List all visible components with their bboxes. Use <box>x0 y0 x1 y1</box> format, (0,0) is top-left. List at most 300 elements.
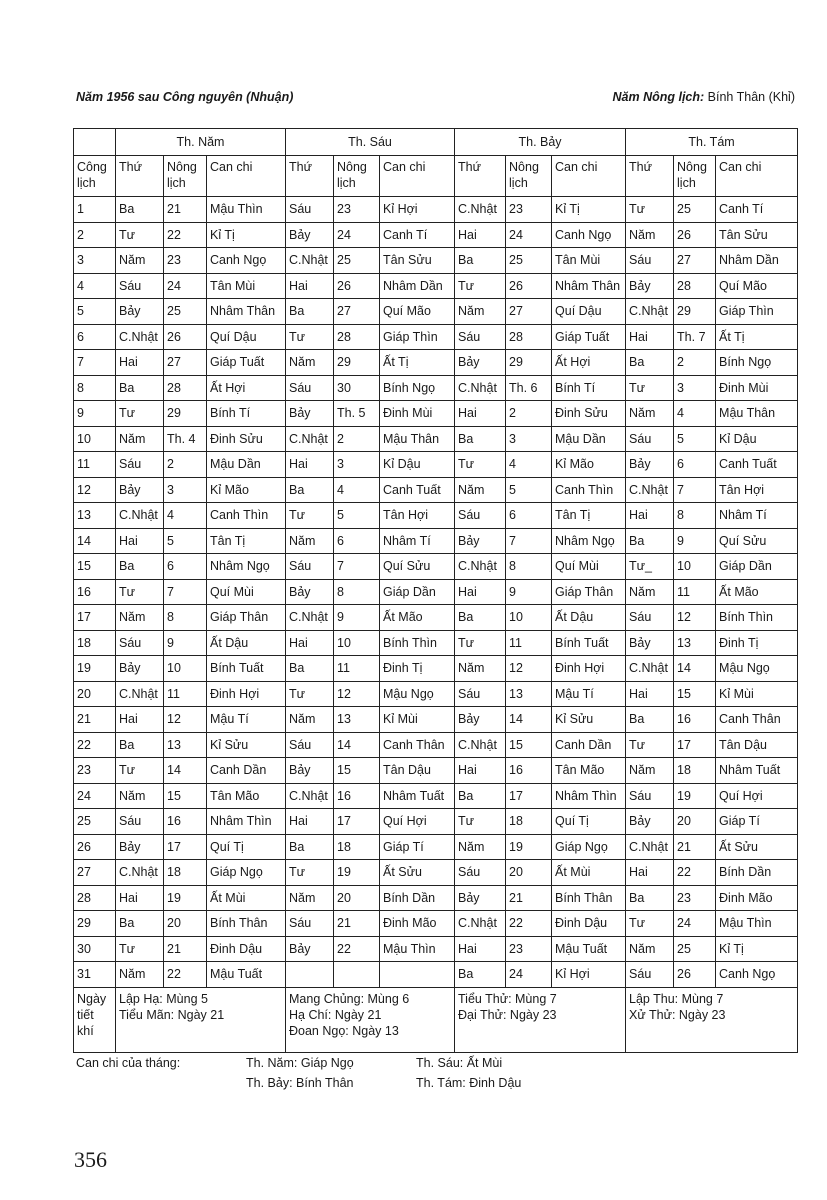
can-chi-cell: Ất Tị <box>380 350 455 376</box>
can-chi-cell: Đinh Sửu <box>552 401 626 427</box>
lunar-day-cell: 2 <box>334 426 380 452</box>
can-chi-cell: Giáp Dần <box>716 554 798 580</box>
lunar-day-header: Nông lịch <box>164 156 207 197</box>
lunar-day-cell: 7 <box>674 477 716 503</box>
can-chi-cell: Ất Tị <box>716 324 798 350</box>
weekday-cell: Năm <box>455 656 506 682</box>
solar-day-cell: 6 <box>74 324 116 350</box>
can-chi-cell: Nhâm Thìn <box>552 783 626 809</box>
can-chi-cell <box>380 962 455 988</box>
weekday-cell: Hai <box>455 222 506 248</box>
lunar-day-cell: 26 <box>334 273 380 299</box>
table-row <box>74 273 798 299</box>
weekday-cell: C.Nhật <box>626 477 674 503</box>
weekday-cell: Tư <box>286 503 334 529</box>
solar-day-cell: 15 <box>74 554 116 580</box>
weekday-cell: Bảy <box>626 273 674 299</box>
solar-day-cell: 25 <box>74 809 116 835</box>
can-chi-cell: Quí Tị <box>552 809 626 835</box>
lunar-day-cell: 13 <box>334 707 380 733</box>
weekday-cell: Sáu <box>286 375 334 401</box>
weekday-cell: Sáu <box>626 605 674 631</box>
table-row <box>74 783 798 809</box>
lunar-day-cell: 15 <box>334 758 380 784</box>
solar-day-cell: 26 <box>74 834 116 860</box>
can-chi-cell: Mậu Tuất <box>552 936 626 962</box>
tiet-khi-entry: Mang Chủng: Mùng 6 <box>289 991 410 1006</box>
lunar-day-cell: 21 <box>674 834 716 860</box>
can-chi-cell: Tân Sửu <box>380 248 455 274</box>
weekday-cell: Năm <box>455 834 506 860</box>
can-chi-cell: Quí Dậu <box>207 324 286 350</box>
calendar-table <box>73 128 798 1053</box>
lunar-day-cell: 16 <box>506 758 552 784</box>
table-row <box>74 197 798 223</box>
footer-month-canchi: Th. Tám: Đinh Dậu <box>416 1076 522 1090</box>
tiet-khi-entry: Lập Thu: Mùng 7 <box>629 991 724 1006</box>
solar-day-cell: 13 <box>74 503 116 529</box>
weekday-cell: Sáu <box>455 860 506 886</box>
lunar-day-cell: 5 <box>674 426 716 452</box>
can-chi-cell: Canh Dần <box>207 758 286 784</box>
can-chi-cell: Đinh Sửu <box>207 426 286 452</box>
can-chi-cell: Bính Ngọ <box>716 350 798 376</box>
weekday-cell: Sáu <box>626 248 674 274</box>
weekday-cell: Sáu <box>626 962 674 988</box>
can-chi-cell: Quí Mùi <box>207 579 286 605</box>
lunar-day-cell: 7 <box>506 528 552 554</box>
lunar-day-cell: 9 <box>164 630 207 656</box>
solar-day-cell: 16 <box>74 579 116 605</box>
lunar-day-cell: 19 <box>164 885 207 911</box>
lunar-day-cell: 20 <box>164 911 207 937</box>
tiet-khi-cell <box>626 987 798 1052</box>
lunar-day-cell: 6 <box>334 528 380 554</box>
footer-month-canchi: Th. Năm: Giáp Ngọ <box>246 1056 354 1070</box>
lunar-day-cell: 16 <box>164 809 207 835</box>
lunar-day-cell: 3 <box>506 426 552 452</box>
can-chi-cell: Kỉ Mùi <box>716 681 798 707</box>
can-chi-cell: Mậu Thân <box>380 426 455 452</box>
solar-day-cell: 23 <box>74 758 116 784</box>
month-header: Th. Sáu <box>286 129 455 156</box>
can-chi-cell: Giáp Tuất <box>552 324 626 350</box>
solar-day-cell: 9 <box>74 401 116 427</box>
can-chi-cell: Nhâm Dần <box>716 248 798 274</box>
lunar-day-cell: 24 <box>334 222 380 248</box>
table-row <box>74 962 798 988</box>
weekday-cell: Tư <box>455 630 506 656</box>
weekday-cell: Hai <box>626 860 674 886</box>
lunar-day-cell: 29 <box>506 350 552 376</box>
can-chi-cell: Giáp Tí <box>716 809 798 835</box>
weekday-cell: Năm <box>626 936 674 962</box>
weekday-cell: Năm <box>455 299 506 325</box>
can-chi-cell: Bính Thân <box>207 911 286 937</box>
lunar-day-cell: 23 <box>164 248 207 274</box>
weekday-cell: Ba <box>116 911 164 937</box>
can-chi-cell: Quí Mùi <box>552 554 626 580</box>
lunar-day-cell: 4 <box>506 452 552 478</box>
table-row <box>74 885 798 911</box>
weekday-cell: Bảy <box>116 656 164 682</box>
lunar-day-cell: 16 <box>334 783 380 809</box>
solar-day-cell: 18 <box>74 630 116 656</box>
solar-day-cell: 30 <box>74 936 116 962</box>
weekday-cell: Ba <box>286 834 334 860</box>
can-chi-cell: Mậu Dần <box>552 426 626 452</box>
weekday-header: Thứ <box>455 156 506 197</box>
table-row <box>74 656 798 682</box>
table-row <box>74 605 798 631</box>
lunar-day-cell: 8 <box>334 579 380 605</box>
cong-lich-header: Công lịch <box>74 156 116 197</box>
lunar-day-cell: 3 <box>334 452 380 478</box>
month-header: Th. Bảy <box>455 129 626 156</box>
lunar-day-cell: 23 <box>674 885 716 911</box>
tiet-khi-label: Ngày tiết khí <box>74 987 116 1052</box>
lunar-day-cell: 9 <box>334 605 380 631</box>
weekday-cell: Sáu <box>286 911 334 937</box>
can-chi-cell: Tân Tị <box>207 528 286 554</box>
weekday-cell: Năm <box>116 783 164 809</box>
page-header-right <box>613 90 795 104</box>
lunar-day-cell: 3 <box>164 477 207 503</box>
lunar-day-cell: 26 <box>674 962 716 988</box>
can-chi-cell: Mậu Ngọ <box>380 681 455 707</box>
can-chi-cell: Ất Dậu <box>552 605 626 631</box>
can-chi-cell: Đinh Hợi <box>207 681 286 707</box>
lunar-year-label: Năm Nông lịch: <box>612 90 705 104</box>
weekday-cell: Năm <box>286 707 334 733</box>
solar-day-cell: 19 <box>74 656 116 682</box>
lunar-day-cell: 17 <box>334 809 380 835</box>
lunar-year-value: Bính Thân (Khỉ) <box>707 90 795 104</box>
solar-day-cell: 21 <box>74 707 116 733</box>
weekday-cell: Hai <box>455 401 506 427</box>
can-chi-cell: Canh Tí <box>716 197 798 223</box>
weekday-cell: Sáu <box>455 324 506 350</box>
can-chi-cell: Ất Mùi <box>207 885 286 911</box>
weekday-cell: Sáu <box>116 452 164 478</box>
weekday-cell: Hai <box>286 809 334 835</box>
weekday-cell: Hai <box>286 630 334 656</box>
can-chi-cell: Tân Hợi <box>380 503 455 529</box>
table-row <box>74 528 798 554</box>
lunar-day-cell: 11 <box>674 579 716 605</box>
table-row <box>74 222 798 248</box>
page-number: 356 <box>74 1147 107 1172</box>
can-chi-cell: Kỉ Mão <box>207 477 286 503</box>
weekday-cell: Bảy <box>116 477 164 503</box>
table-row <box>74 375 798 401</box>
can-chi-cell: Bính Thìn <box>380 630 455 656</box>
can-chi-cell: Tân Mão <box>552 758 626 784</box>
can-chi-cell: Mậu Thìn <box>380 936 455 962</box>
lunar-day-cell: Th. 5 <box>334 401 380 427</box>
lunar-day-cell: 3 <box>674 375 716 401</box>
table-row <box>74 350 798 376</box>
lunar-day-cell: 12 <box>506 656 552 682</box>
lunar-day-cell: 21 <box>334 911 380 937</box>
weekday-cell: Sáu <box>286 732 334 758</box>
lunar-day-cell: 14 <box>164 758 207 784</box>
table-row <box>74 707 798 733</box>
lunar-day-cell: 18 <box>334 834 380 860</box>
lunar-day-cell: 8 <box>674 503 716 529</box>
sub-header-row <box>74 156 798 197</box>
weekday-cell: C.Nhật <box>455 732 506 758</box>
can-chi-cell: Quí Tị <box>207 834 286 860</box>
weekday-cell: Sáu <box>286 197 334 223</box>
weekday-cell: Tư <box>116 936 164 962</box>
lunar-day-cell: 17 <box>674 732 716 758</box>
table-row <box>74 758 798 784</box>
table-row <box>74 452 798 478</box>
lunar-day-cell: 17 <box>164 834 207 860</box>
can-chi-cell: Kỉ Hợi <box>380 197 455 223</box>
lunar-day-cell: 28 <box>506 324 552 350</box>
lunar-day-cell: 6 <box>674 452 716 478</box>
lunar-day-cell: 10 <box>164 656 207 682</box>
can-chi-cell: Canh Ngọ <box>552 222 626 248</box>
can-chi-cell: Đinh Mùi <box>716 375 798 401</box>
lunar-day-cell: 5 <box>506 477 552 503</box>
lunar-day-cell: 9 <box>674 528 716 554</box>
can-chi-cell: Kỉ Dậu <box>380 452 455 478</box>
can-chi-cell: Tân Dậu <box>716 732 798 758</box>
lunar-day-cell: 13 <box>164 732 207 758</box>
lunar-day-cell: 28 <box>164 375 207 401</box>
weekday-header: Thứ <box>626 156 674 197</box>
can-chi-cell: Bính Dần <box>380 885 455 911</box>
lunar-day-cell: 24 <box>674 911 716 937</box>
can-chi-cell: Ất Sửu <box>716 834 798 860</box>
lunar-day-cell: 22 <box>674 860 716 886</box>
tiet-khi-entry: Tiểu Thử: Mùng 7 <box>458 991 557 1006</box>
weekday-cell: Tư <box>626 732 674 758</box>
lunar-day-cell: 8 <box>506 554 552 580</box>
can-chi-cell: Mậu Tuất <box>207 962 286 988</box>
weekday-cell: Hai <box>286 273 334 299</box>
lunar-day-cell: 21 <box>164 936 207 962</box>
can-chi-cell: Nhâm Tí <box>716 503 798 529</box>
lunar-day-cell: 7 <box>334 554 380 580</box>
lunar-day-cell <box>334 962 380 988</box>
can-chi-cell: Tân Tị <box>552 503 626 529</box>
weekday-cell: Ba <box>626 528 674 554</box>
lunar-day-cell: 26 <box>164 324 207 350</box>
can-chi-cell: Nhâm Thìn <box>207 809 286 835</box>
weekday-cell: Tư <box>286 681 334 707</box>
weekday-cell: Ba <box>116 197 164 223</box>
can-chi-header: Can chi <box>380 156 455 197</box>
can-chi-cell: Ất Sửu <box>380 860 455 886</box>
weekday-cell: C.Nhật <box>116 324 164 350</box>
weekday-cell: Hai <box>116 885 164 911</box>
weekday-header: Thứ <box>116 156 164 197</box>
can-chi-cell: Bính Dần <box>716 860 798 886</box>
can-chi-cell: Quí Sửu <box>716 528 798 554</box>
can-chi-cell: Canh Ngọ <box>207 248 286 274</box>
table-row <box>74 681 798 707</box>
lunar-day-cell: 25 <box>674 936 716 962</box>
lunar-day-cell: 29 <box>674 299 716 325</box>
weekday-cell: Ba <box>626 885 674 911</box>
lunar-day-cell: 5 <box>334 503 380 529</box>
can-chi-cell: Đinh Dậu <box>552 911 626 937</box>
can-chi-cell: Kỉ Mão <box>552 452 626 478</box>
weekday-cell: C.Nhật <box>116 860 164 886</box>
weekday-header: Thứ <box>286 156 334 197</box>
can-chi-cell: Đinh Dậu <box>207 936 286 962</box>
weekday-cell: Hai <box>626 503 674 529</box>
table-row <box>74 860 798 886</box>
weekday-cell: Bảy <box>286 758 334 784</box>
lunar-day-cell: Th. 6 <box>506 375 552 401</box>
lunar-day-cell: 25 <box>674 197 716 223</box>
lunar-day-cell: 2 <box>164 452 207 478</box>
can-chi-cell: Quí Sửu <box>380 554 455 580</box>
solar-day-cell: 8 <box>74 375 116 401</box>
weekday-cell: Hai <box>116 528 164 554</box>
lunar-day-cell: 25 <box>506 248 552 274</box>
weekday-cell: Sáu <box>116 630 164 656</box>
lunar-day-cell: 12 <box>674 605 716 631</box>
can-chi-cell: Bính Ngọ <box>380 375 455 401</box>
solar-day-cell: 3 <box>74 248 116 274</box>
table-row <box>74 579 798 605</box>
weekday-cell: Tư <box>116 758 164 784</box>
weekday-cell: Bảy <box>626 452 674 478</box>
lunar-day-cell: 18 <box>674 758 716 784</box>
weekday-cell: Ba <box>626 707 674 733</box>
weekday-cell: Bảy <box>286 936 334 962</box>
tiet-khi-row <box>74 987 798 1052</box>
can-chi-cell: Giáp Thân <box>552 579 626 605</box>
weekday-cell: Sáu <box>626 426 674 452</box>
weekday-cell: Ba <box>286 477 334 503</box>
lunar-day-cell: 11 <box>164 681 207 707</box>
can-chi-cell: Kỉ Sửu <box>207 732 286 758</box>
solar-day-cell: 5 <box>74 299 116 325</box>
weekday-cell: Hai <box>455 936 506 962</box>
solar-day-cell: 24 <box>74 783 116 809</box>
weekday-cell: Tư <box>116 579 164 605</box>
weekday-cell: Ba <box>116 554 164 580</box>
weekday-cell: Ba <box>455 783 506 809</box>
can-chi-cell: Quí Dậu <box>552 299 626 325</box>
weekday-cell: Hai <box>116 350 164 376</box>
solar-day-cell: 12 <box>74 477 116 503</box>
lunar-day-cell: 4 <box>334 477 380 503</box>
lunar-day-cell: 23 <box>506 936 552 962</box>
tiet-khi-entry: Đoan Ngọ: Ngày 13 <box>289 1023 399 1038</box>
can-chi-cell: Bính Tuất <box>207 656 286 682</box>
table-row <box>74 401 798 427</box>
lunar-day-cell: 20 <box>334 885 380 911</box>
footer-label: Can chi của tháng: <box>76 1056 181 1070</box>
lunar-day-cell: 19 <box>334 860 380 886</box>
can-chi-cell: Nhâm Ngọ <box>207 554 286 580</box>
can-chi-cell: Ất Hợi <box>207 375 286 401</box>
can-chi-header: Can chi <box>716 156 798 197</box>
can-chi-cell: Mậu Dần <box>207 452 286 478</box>
can-chi-cell: Đinh Mão <box>380 911 455 937</box>
lunar-day-cell: 16 <box>674 707 716 733</box>
month-header: Th. Tám <box>626 129 798 156</box>
lunar-day-cell: 19 <box>506 834 552 860</box>
weekday-cell: Bảy <box>286 579 334 605</box>
lunar-day-cell: 22 <box>334 936 380 962</box>
can-chi-cell: Kỉ Mùi <box>380 707 455 733</box>
solar-day-cell: 1 <box>74 197 116 223</box>
can-chi-cell: Bính Tí <box>207 401 286 427</box>
lunar-day-cell: 27 <box>164 350 207 376</box>
weekday-cell: Sáu <box>116 273 164 299</box>
lunar-day-cell: 20 <box>506 860 552 886</box>
can-chi-cell: Canh Thìn <box>207 503 286 529</box>
lunar-day-cell: 13 <box>506 681 552 707</box>
lunar-day-cell: 19 <box>674 783 716 809</box>
lunar-day-cell: 28 <box>674 273 716 299</box>
weekday-cell: Sáu <box>286 554 334 580</box>
can-chi-cell: Đinh Mão <box>716 885 798 911</box>
lunar-day-cell: 23 <box>506 197 552 223</box>
corner-cell <box>74 129 116 156</box>
lunar-day-cell: 24 <box>506 222 552 248</box>
can-chi-cell: Giáp Tí <box>380 834 455 860</box>
weekday-cell: C.Nhật <box>455 911 506 937</box>
table-row <box>74 809 798 835</box>
weekday-cell: Năm <box>286 528 334 554</box>
table-row <box>74 324 798 350</box>
weekday-cell: Hai <box>455 758 506 784</box>
solar-day-cell: 14 <box>74 528 116 554</box>
lunar-day-header: Nông lịch <box>334 156 380 197</box>
weekday-cell: Năm <box>116 605 164 631</box>
month-header: Th. Năm <box>116 129 286 156</box>
weekday-cell: Năm <box>286 350 334 376</box>
weekday-cell: Bảy <box>626 630 674 656</box>
solar-day-cell: 20 <box>74 681 116 707</box>
weekday-cell: Bảy <box>626 809 674 835</box>
tiet-khi-entry: Hạ Chí: Ngày 21 <box>289 1007 382 1022</box>
weekday-cell: C.Nhật <box>455 554 506 580</box>
can-chi-cell: Canh Tuất <box>380 477 455 503</box>
can-chi-cell: Ất Mùi <box>552 860 626 886</box>
table-row <box>74 554 798 580</box>
lunar-day-cell: 30 <box>334 375 380 401</box>
weekday-cell: Tư <box>286 860 334 886</box>
tiet-khi-entry: Đại Thử: Ngày 23 <box>458 1007 557 1022</box>
solar-day-cell: 27 <box>74 860 116 886</box>
tiet-khi-cell <box>286 987 455 1052</box>
weekday-cell: Năm <box>116 426 164 452</box>
lunar-day-cell: 6 <box>506 503 552 529</box>
weekday-cell: Hai <box>116 707 164 733</box>
weekday-cell: C.Nhật <box>286 605 334 631</box>
can-chi-cell: Mậu Thìn <box>207 197 286 223</box>
weekday-cell: Hai <box>626 681 674 707</box>
weekday-cell: C.Nhật <box>626 834 674 860</box>
can-chi-cell: Giáp Thìn <box>380 324 455 350</box>
lunar-day-cell: 11 <box>334 656 380 682</box>
table-row <box>74 630 798 656</box>
weekday-cell: Bảy <box>286 401 334 427</box>
solar-day-cell: 4 <box>74 273 116 299</box>
weekday-cell: Ba <box>626 350 674 376</box>
